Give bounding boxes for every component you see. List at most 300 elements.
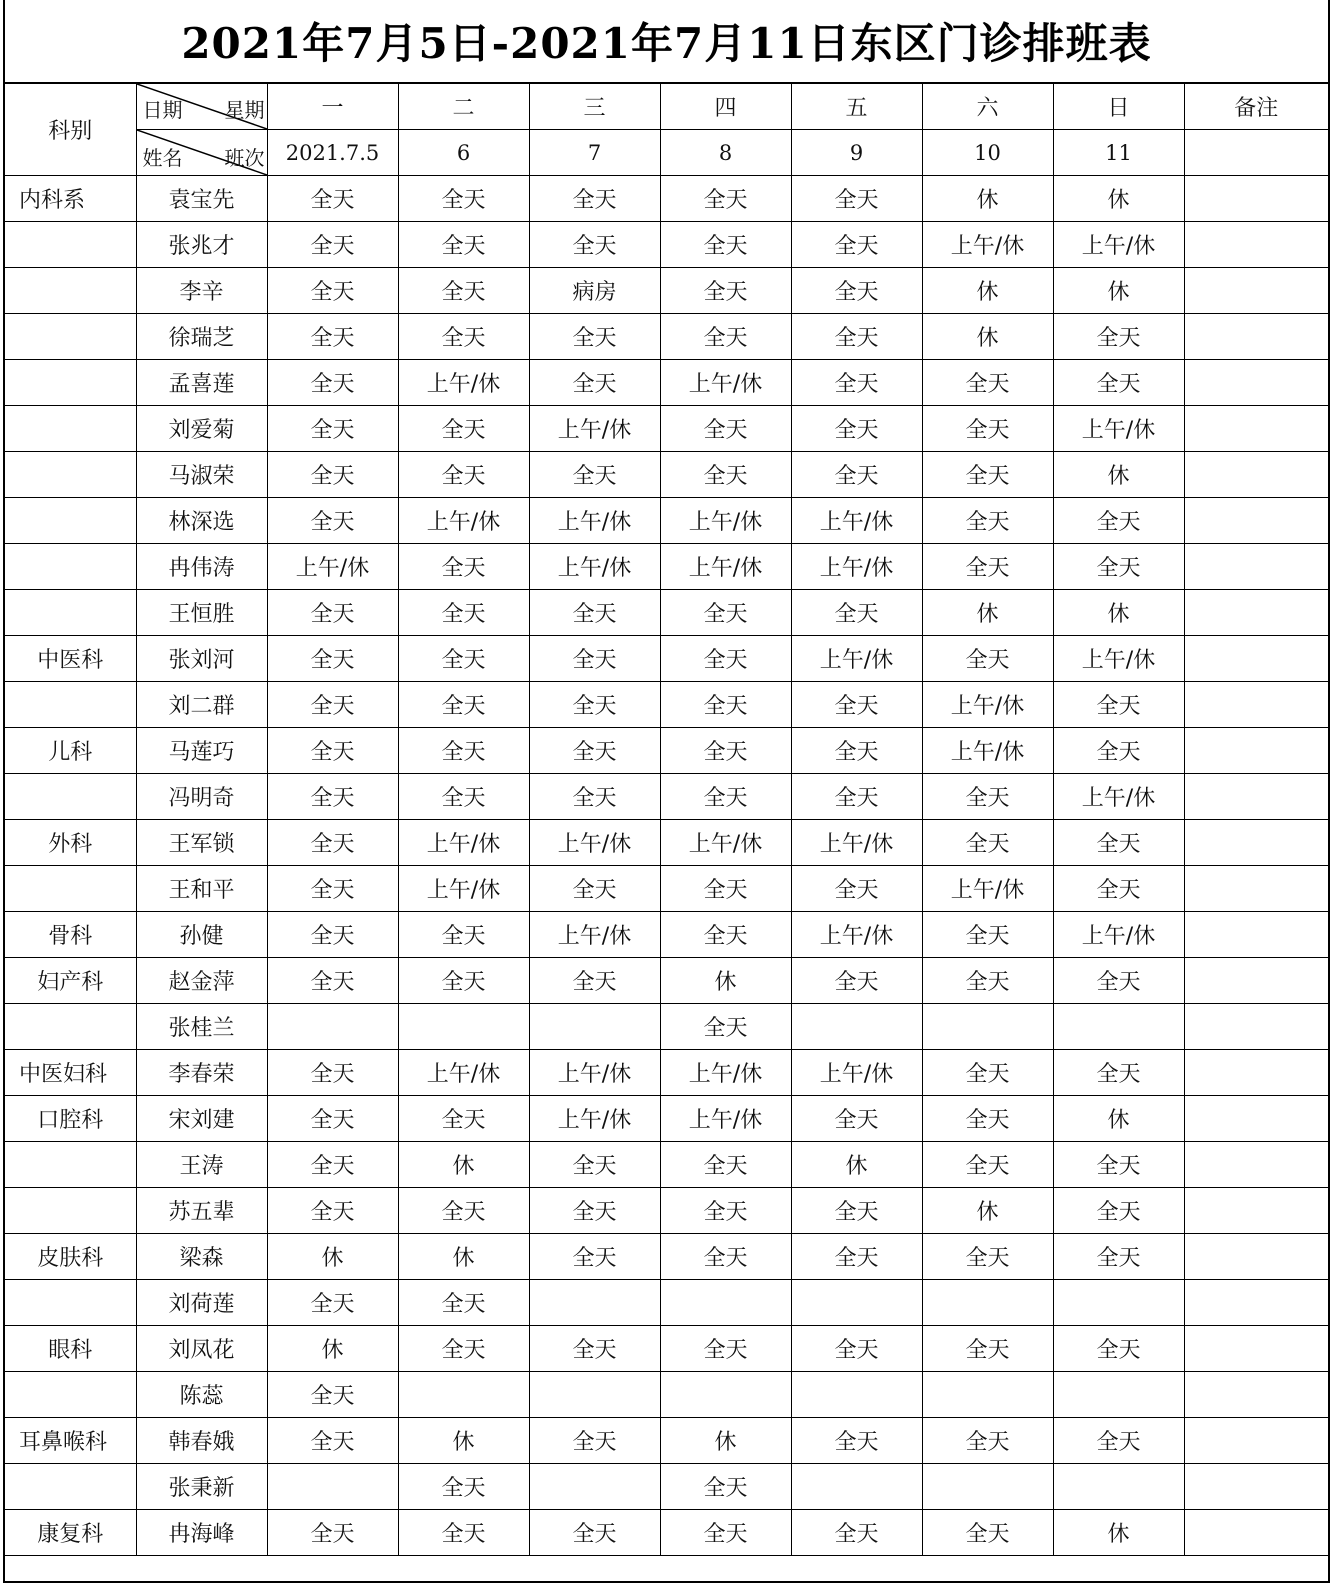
shift-cell: 全天 (398, 314, 529, 360)
shift-cell: 全天 (1053, 1234, 1184, 1280)
doctor-name-cell: 苏五辈 (136, 1188, 267, 1234)
table-row (5, 1464, 1328, 1510)
table-row (5, 1004, 1328, 1050)
dept-cell (5, 360, 136, 406)
shift-cell: 上午/休 (791, 544, 922, 590)
remark-cell (1184, 1050, 1328, 1096)
remark-cell (1184, 820, 1328, 866)
shift-cell: 休 (922, 590, 1053, 636)
shift-cell: 全天 (660, 1004, 791, 1050)
shift-cell: 全天 (1053, 958, 1184, 1004)
shift-cell: 全天 (398, 176, 529, 222)
remark-cell (1184, 866, 1328, 912)
shift-cell: 全天 (660, 406, 791, 452)
shift-cell: 全天 (922, 958, 1053, 1004)
shift-cell: 全天 (791, 176, 922, 222)
shift-cell: 全天 (922, 1418, 1053, 1464)
shift-cell: 全天 (1053, 1142, 1184, 1188)
shift-cell (922, 1372, 1053, 1418)
shift-cell: 全天 (791, 268, 922, 314)
shift-cell: 上午/休 (1053, 406, 1184, 452)
remark-cell (1184, 222, 1328, 268)
shift-cell: 上午/休 (660, 544, 791, 590)
doctor-name-cell: 徐瑞芝 (136, 314, 267, 360)
shift-cell: 休 (267, 1234, 398, 1280)
shift-cell: 上午/休 (791, 498, 922, 544)
table-row (5, 1050, 1328, 1096)
remark-cell (1184, 636, 1328, 682)
shift-cell: 全天 (660, 912, 791, 958)
shift-cell (791, 1004, 922, 1050)
remark-cell (1184, 1096, 1328, 1142)
shift-cell: 全天 (660, 590, 791, 636)
doctor-name-cell: 冯明奇 (136, 774, 267, 820)
dept-cell (5, 452, 136, 498)
shift-cell: 全天 (267, 590, 398, 636)
shift-cell: 上午/休 (660, 1050, 791, 1096)
dept-cell (5, 544, 136, 590)
table-row (5, 314, 1328, 360)
page-title: 2021年7月5日-2021年7月11日东区门诊排班表 (5, 0, 1328, 84)
schedule-table (5, 84, 1328, 1556)
weekday-header: 六 (922, 84, 1053, 130)
shift-cell: 全天 (1053, 544, 1184, 590)
shift-cell: 上午/休 (398, 498, 529, 544)
shift-cell: 全天 (267, 406, 398, 452)
shift-cell: 全天 (398, 222, 529, 268)
name-shift-corner (136, 130, 267, 176)
dept-cell: 妇产科 (5, 958, 136, 1004)
doctor-name-cell: 王恒胜 (136, 590, 267, 636)
shift-cell: 全天 (791, 774, 922, 820)
shift-cell: 全天 (922, 1234, 1053, 1280)
weekday-header: 五 (791, 84, 922, 130)
shift-cell: 全天 (1053, 820, 1184, 866)
dept-cell: 内科系 (5, 176, 136, 222)
remark-cell (1184, 1280, 1328, 1326)
table-row (5, 176, 1328, 222)
shift-cell: 上午/休 (660, 360, 791, 406)
dept-cell: 外科 (5, 820, 136, 866)
date-header: 11 (1053, 130, 1184, 176)
shift-cell: 全天 (922, 820, 1053, 866)
doctor-name-cell: 王和平 (136, 866, 267, 912)
remark-cell (1184, 268, 1328, 314)
shift-cell: 上午/休 (529, 544, 660, 590)
date-weekday-corner (136, 84, 267, 130)
table-row (5, 544, 1328, 590)
shift-cell: 全天 (1053, 498, 1184, 544)
doctor-name-cell: 王军锁 (136, 820, 267, 866)
shift-cell: 全天 (660, 728, 791, 774)
shift-cell: 全天 (791, 406, 922, 452)
remark-header-blank (1184, 130, 1328, 176)
shift-cell (529, 1280, 660, 1326)
shift-cell: 全天 (1053, 1188, 1184, 1234)
doctor-name-cell: 冉伟涛 (136, 544, 267, 590)
table-row (5, 1096, 1328, 1142)
shift-cell: 上午/休 (922, 866, 1053, 912)
header-row-weekday (5, 84, 1328, 130)
shift-cell: 全天 (267, 820, 398, 866)
shift-cell: 上午/休 (529, 1096, 660, 1142)
shift-cell: 全天 (398, 590, 529, 636)
doctor-name-cell: 袁宝先 (136, 176, 267, 222)
shift-cell: 全天 (922, 1326, 1053, 1372)
shift-cell: 休 (791, 1142, 922, 1188)
shift-cell (1053, 1372, 1184, 1418)
shift-cell: 全天 (267, 1188, 398, 1234)
date-header: 9 (791, 130, 922, 176)
shift-cell: 休 (922, 176, 1053, 222)
shift-cell: 全天 (267, 958, 398, 1004)
dept-cell: 中医妇科 (5, 1050, 136, 1096)
shift-cell: 全天 (267, 268, 398, 314)
shift-cell: 全天 (791, 452, 922, 498)
doctor-name-cell: 宋刘建 (136, 1096, 267, 1142)
table-row (5, 636, 1328, 682)
shift-cell: 休 (1053, 1510, 1184, 1556)
shift-cell (529, 1464, 660, 1510)
shift-cell (922, 1464, 1053, 1510)
shift-cell: 全天 (267, 1096, 398, 1142)
doctor-name-cell: 张兆才 (136, 222, 267, 268)
shift-cell: 全天 (791, 1510, 922, 1556)
shift-cell: 休 (922, 268, 1053, 314)
shift-cell: 休 (267, 1326, 398, 1372)
remark-cell (1184, 452, 1328, 498)
table-row (5, 912, 1328, 958)
shift-cell: 全天 (660, 636, 791, 682)
doctor-name-cell: 李辛 (136, 268, 267, 314)
doctor-name-cell: 刘二群 (136, 682, 267, 728)
shift-cell: 全天 (398, 728, 529, 774)
shift-cell: 全天 (267, 1280, 398, 1326)
shift-cell: 上午/休 (267, 544, 398, 590)
shift-cell (791, 1464, 922, 1510)
shift-cell: 全天 (791, 1326, 922, 1372)
shift-cell: 全天 (529, 1142, 660, 1188)
shift-cell: 全天 (529, 1326, 660, 1372)
remark-cell (1184, 1004, 1328, 1050)
date-header: 10 (922, 130, 1053, 176)
remark-cell (1184, 1510, 1328, 1556)
shift-cell: 全天 (922, 1050, 1053, 1096)
dept-column-header: 科别 (5, 84, 136, 176)
shift-cell: 上午/休 (529, 912, 660, 958)
shift-cell: 全天 (922, 636, 1053, 682)
shift-cell: 上午/休 (398, 866, 529, 912)
table-row (5, 958, 1328, 1004)
remark-cell (1184, 774, 1328, 820)
shift-cell: 全天 (398, 682, 529, 728)
dept-cell: 皮肤科 (5, 1234, 136, 1280)
shift-cell (1053, 1280, 1184, 1326)
table-row (5, 866, 1328, 912)
shift-cell: 上午/休 (398, 360, 529, 406)
date-header: 6 (398, 130, 529, 176)
shift-cell: 全天 (529, 866, 660, 912)
shift-cell: 全天 (398, 544, 529, 590)
shift-cell (791, 1280, 922, 1326)
shift-cell: 全天 (267, 1142, 398, 1188)
weekday-header: 一 (267, 84, 398, 130)
shift-cell: 全天 (791, 728, 922, 774)
table-row (5, 360, 1328, 406)
shift-cell: 上午/休 (791, 636, 922, 682)
doctor-name-cell: 林深选 (136, 498, 267, 544)
shift-cell (660, 1280, 791, 1326)
shift-cell: 全天 (1053, 314, 1184, 360)
shift-cell: 上午/休 (529, 498, 660, 544)
shift-cell: 全天 (791, 866, 922, 912)
remark-cell (1184, 314, 1328, 360)
shift-cell: 全天 (398, 406, 529, 452)
remark-cell (1184, 1142, 1328, 1188)
shift-cell: 全天 (922, 1142, 1053, 1188)
remark-cell (1184, 1188, 1328, 1234)
shift-cell: 病房 (529, 268, 660, 314)
date-header: 7 (529, 130, 660, 176)
shift-cell (529, 1372, 660, 1418)
doctor-name-cell: 张秉新 (136, 1464, 267, 1510)
dept-cell: 眼科 (5, 1326, 136, 1372)
shift-cell: 全天 (1053, 728, 1184, 774)
weekday-label: 星期 (224, 98, 265, 122)
dept-cell (5, 1004, 136, 1050)
shift-cell: 上午/休 (922, 728, 1053, 774)
doctor-name-cell: 梁森 (136, 1234, 267, 1280)
shift-cell: 全天 (791, 1234, 922, 1280)
shift-cell: 全天 (529, 728, 660, 774)
table-row (5, 498, 1328, 544)
remark-cell (1184, 1326, 1328, 1372)
weekday-header: 二 (398, 84, 529, 130)
remark-cell (1184, 590, 1328, 636)
shift-cell: 上午/休 (398, 820, 529, 866)
shift-cell: 全天 (922, 498, 1053, 544)
shift-cell: 上午/休 (529, 820, 660, 866)
shift-cell: 上午/休 (529, 1050, 660, 1096)
shift-cell: 全天 (267, 774, 398, 820)
shift-cell: 全天 (660, 452, 791, 498)
shift-cell: 全天 (791, 1188, 922, 1234)
remark-cell (1184, 176, 1328, 222)
dept-cell (5, 1142, 136, 1188)
remark-cell (1184, 912, 1328, 958)
dept-cell: 康复科 (5, 1510, 136, 1556)
shift-cell: 全天 (529, 1188, 660, 1234)
doctor-name-cell: 冉海峰 (136, 1510, 267, 1556)
shift-cell: 全天 (529, 314, 660, 360)
remark-cell (1184, 544, 1328, 590)
shift-cell: 全天 (922, 452, 1053, 498)
table-row (5, 1234, 1328, 1280)
doctor-name-cell: 赵金萍 (136, 958, 267, 1004)
dept-cell (5, 314, 136, 360)
doctor-name-cell: 马莲巧 (136, 728, 267, 774)
shift-cell: 全天 (660, 1142, 791, 1188)
shift-cell: 全天 (791, 590, 922, 636)
table-row (5, 774, 1328, 820)
shift-cell: 全天 (529, 1234, 660, 1280)
table-row (5, 452, 1328, 498)
dept-cell: 中医科 (5, 636, 136, 682)
shift-cell: 全天 (529, 1418, 660, 1464)
shift-cell: 全天 (660, 1188, 791, 1234)
shift-cell (791, 1372, 922, 1418)
shift-cell: 全天 (529, 958, 660, 1004)
shift-cell: 全天 (1053, 360, 1184, 406)
shift-cell: 全天 (791, 314, 922, 360)
shift-cell: 全天 (1053, 1050, 1184, 1096)
shift-cell (922, 1004, 1053, 1050)
shift-cell (398, 1004, 529, 1050)
shift-cell: 全天 (922, 360, 1053, 406)
shift-cell: 上午/休 (791, 912, 922, 958)
remark-cell (1184, 1372, 1328, 1418)
shift-cell: 全天 (398, 1510, 529, 1556)
shift-cell (1053, 1004, 1184, 1050)
shift-cell: 全天 (922, 1096, 1053, 1142)
doctor-name-cell: 刘凤花 (136, 1326, 267, 1372)
dept-cell (5, 268, 136, 314)
remark-column-header: 备注 (1184, 84, 1328, 130)
dept-cell: 口腔科 (5, 1096, 136, 1142)
dept-cell (5, 498, 136, 544)
shift-cell: 全天 (398, 1464, 529, 1510)
table-row (5, 222, 1328, 268)
shift-cell: 休 (660, 958, 791, 1004)
shift-cell: 全天 (398, 268, 529, 314)
shift-cell: 全天 (267, 912, 398, 958)
shift-cell: 全天 (660, 1510, 791, 1556)
remark-cell (1184, 1234, 1328, 1280)
shift-cell: 全天 (660, 1326, 791, 1372)
dept-cell (5, 1464, 136, 1510)
schedule-sheet (3, 0, 1330, 1583)
shift-cell: 休 (398, 1418, 529, 1464)
table-row (5, 590, 1328, 636)
shift-cell: 全天 (529, 682, 660, 728)
shift-cell: 全天 (660, 1464, 791, 1510)
remark-cell (1184, 1418, 1328, 1464)
shift-cell: 全天 (267, 636, 398, 682)
shift-cell (660, 1372, 791, 1418)
shift-cell: 全天 (267, 360, 398, 406)
dept-cell (5, 222, 136, 268)
shift-cell: 全天 (398, 636, 529, 682)
dept-cell (5, 406, 136, 452)
doctor-name-cell: 张桂兰 (136, 1004, 267, 1050)
shift-cell: 全天 (529, 1510, 660, 1556)
remark-cell (1184, 728, 1328, 774)
dept-cell (5, 774, 136, 820)
shift-cell: 全天 (529, 222, 660, 268)
doctor-name-cell: 张刘河 (136, 636, 267, 682)
table-row (5, 406, 1328, 452)
shift-cell: 上午/休 (529, 406, 660, 452)
table-row (5, 820, 1328, 866)
header-row-date (5, 130, 1328, 176)
shift-cell: 全天 (398, 958, 529, 1004)
shift-cell: 全天 (267, 682, 398, 728)
shift-cell: 上午/休 (660, 1096, 791, 1142)
shift-cell: 上午/休 (922, 222, 1053, 268)
shift-cell (267, 1464, 398, 1510)
table-row (5, 1418, 1328, 1464)
remark-cell (1184, 682, 1328, 728)
shift-cell: 全天 (267, 866, 398, 912)
shift-cell (267, 1004, 398, 1050)
shift-cell: 休 (1053, 268, 1184, 314)
shift-cell: 上午/休 (1053, 636, 1184, 682)
shift-cell (1053, 1464, 1184, 1510)
shift-cell: 全天 (529, 452, 660, 498)
shift-cell: 全天 (660, 774, 791, 820)
shift-cell: 全天 (791, 958, 922, 1004)
shift-cell (529, 1004, 660, 1050)
shift-cell: 全天 (267, 1418, 398, 1464)
shift-cell: 全天 (398, 452, 529, 498)
shift-cell (922, 1280, 1053, 1326)
date-header: 8 (660, 130, 791, 176)
shift-cell: 全天 (660, 1234, 791, 1280)
doctor-name-cell: 孟喜莲 (136, 360, 267, 406)
doctor-name-cell: 刘荷莲 (136, 1280, 267, 1326)
dept-cell (5, 866, 136, 912)
shift-cell: 上午/休 (791, 820, 922, 866)
shift-cell: 全天 (660, 176, 791, 222)
doctor-name-cell: 陈蕊 (136, 1372, 267, 1418)
shift-cell: 休 (1053, 590, 1184, 636)
remark-cell (1184, 958, 1328, 1004)
shift-cell: 全天 (1053, 866, 1184, 912)
doctor-name-cell: 王涛 (136, 1142, 267, 1188)
shift-cell: 休 (922, 1188, 1053, 1234)
shift-cell: 全天 (529, 590, 660, 636)
shift-cell: 全天 (1053, 682, 1184, 728)
shift-cell: 全天 (1053, 1418, 1184, 1464)
shift-cell: 全天 (922, 1510, 1053, 1556)
shift-cell: 全天 (660, 682, 791, 728)
table-row (5, 1188, 1328, 1234)
shift-cell: 休 (922, 314, 1053, 360)
remark-cell (1184, 360, 1328, 406)
table-row (5, 1372, 1328, 1418)
shift-cell: 上午/休 (660, 820, 791, 866)
shift-cell: 上午/休 (1053, 222, 1184, 268)
shift-cell: 全天 (267, 314, 398, 360)
shift-cell: 全天 (791, 360, 922, 406)
remark-cell (1184, 498, 1328, 544)
shift-cell: 全天 (1053, 1326, 1184, 1372)
dept-cell: 儿科 (5, 728, 136, 774)
shift-cell: 全天 (660, 866, 791, 912)
table-row (5, 268, 1328, 314)
shift-cell: 全天 (529, 774, 660, 820)
table-row (5, 1510, 1328, 1556)
shift-cell: 全天 (398, 774, 529, 820)
shift-cell: 全天 (398, 912, 529, 958)
date-header: 2021.7.5 (267, 130, 398, 176)
doctor-name-cell: 刘爱菊 (136, 406, 267, 452)
shift-cell: 全天 (922, 406, 1053, 452)
table-row (5, 728, 1328, 774)
shift-cell: 休 (398, 1234, 529, 1280)
shift-cell: 全天 (267, 452, 398, 498)
remark-cell (1184, 1464, 1328, 1510)
